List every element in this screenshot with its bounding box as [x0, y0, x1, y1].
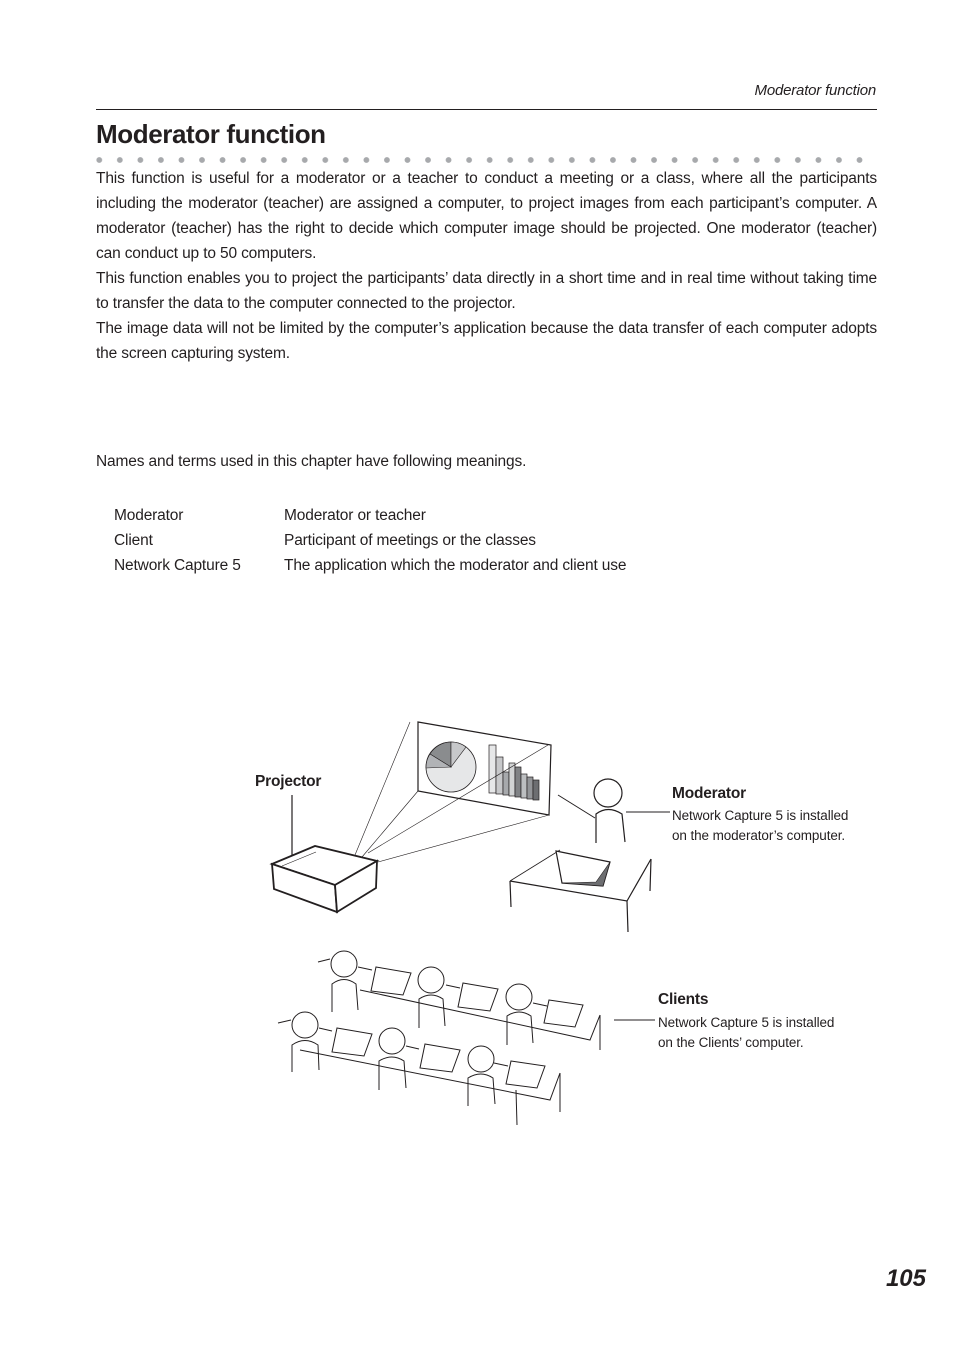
header-rule [96, 109, 877, 110]
clients-description [658, 1013, 834, 1053]
page-number: 105 [885, 1265, 926, 1292]
term-name: Moderator [114, 507, 184, 524]
intro-text [96, 166, 877, 366]
running-title: Moderator function [754, 82, 876, 99]
term-meaning: The application which the moderator and client use [284, 557, 627, 574]
dotted-divider [96, 156, 877, 164]
term-row [114, 553, 626, 578]
moderator-description [672, 806, 848, 846]
term-row [114, 528, 626, 553]
projector-label: Projector [255, 773, 322, 790]
projector [272, 846, 377, 912]
clients-label: Clients [658, 991, 709, 1008]
intro-paragraph: This function is useful for a moderator or a teacher to conduct a meeting or a class, where all the participants including the moderator (teacher) are assigned a computer, to project images from each participant’s computer. A moderator (teacher) has the right to decide which computer image should be projected. One moderator (teacher) can conduct up to 50 computers. [96, 170, 877, 262]
clients-description-line: on the Clients’ computer. [658, 1035, 804, 1050]
term-meaning: Participant of meetings or the classes [284, 532, 536, 549]
page-title: Moderator function [96, 119, 326, 149]
intro-paragraph: This function enables you to project the participants’ data directly in a short time and in real time without taking time to transfer the data to the computer connected to the projector. [96, 270, 877, 312]
intro-paragraph: The image data will not be limited by the computer’s application because the data transfer of each computer adopts the screen capturing system. [96, 320, 877, 362]
moderator-description-line: on the moderator’s computer. [672, 828, 846, 843]
term-row [114, 503, 626, 528]
terms-list [114, 503, 626, 578]
moderator-laptop [556, 851, 610, 886]
clients-description-line: Network Capture 5 is installed [658, 1015, 835, 1030]
moderator-description-line: Network Capture 5 is installed [672, 808, 849, 823]
moderator-figure [558, 779, 625, 843]
projection-screen [418, 722, 551, 815]
clients-group [278, 951, 655, 1125]
term-name: Client [114, 532, 153, 549]
term-name: Network Capture 5 [114, 557, 241, 574]
moderator-label: Moderator [672, 785, 746, 802]
term-meaning: Moderator or teacher [284, 507, 426, 524]
terms-intro: Names and terms used in this chapter have following meanings. [96, 453, 527, 470]
